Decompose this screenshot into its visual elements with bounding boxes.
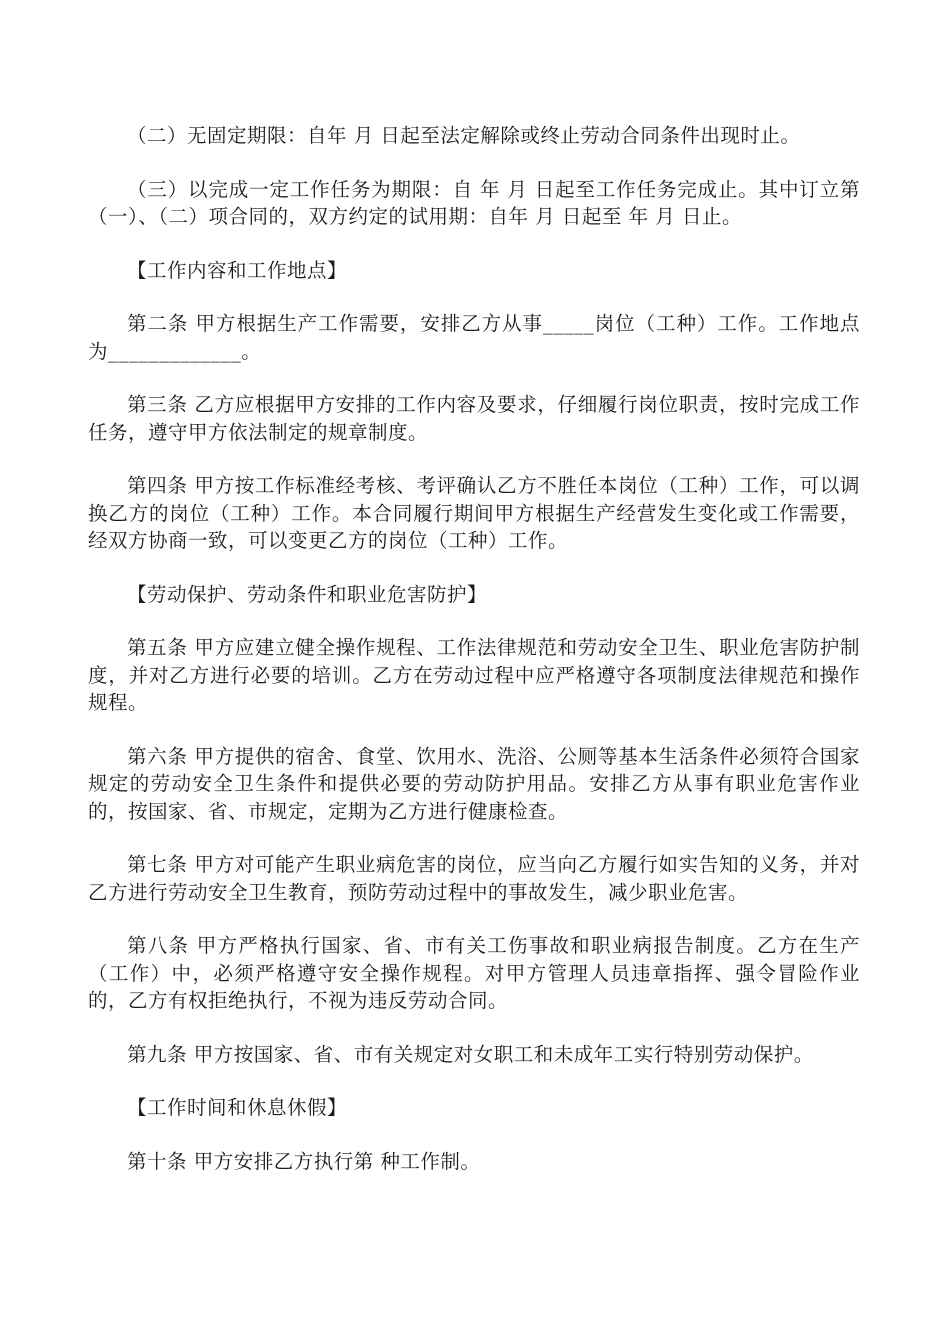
section-heading-working-hours: 【工作时间和休息休假】	[127, 1096, 348, 1119]
paragraph-article-10: 第十条 甲方安排乙方执行第 种工作制。	[127, 1149, 481, 1173]
paragraph-article-2: 第二条 甲方根据生产工作需要，安排乙方从事_____岗位（工种）工作。工作地点为_____________。	[88, 312, 860, 363]
paragraph-article-8: 第八条 甲方严格执行国家、省、市有关工伤事故和职业病报告制度。乙方在生产（工作）中，必须严格遵守安全操作规程。对甲方管理人员违章指挥、强令冒险作业的，乙方有权拒绝执行，不视为违反劳动合同。	[88, 934, 860, 1012]
paragraph-term-task-based: （三）以完成一定工作任务为期限：自 年 月 日起至工作任务完成止。其中订立第（一）、（二）项合同的，双方约定的试用期：自年 月 日起至 年 月 日止。	[88, 177, 860, 228]
paragraph-article-7: 第七条 甲方对可能产生职业病危害的岗位，应当向乙方履行如实告知的义务，并对乙方进行劳动安全卫生教育，预防劳动过程中的事故发生，减少职业危害。	[88, 853, 860, 904]
paragraph-term-indefinite: （二）无固定期限：自年 月 日起至法定解除或终止劳动合同条件出现时止。	[127, 124, 801, 147]
paragraph-article-3: 第三条 乙方应根据甲方安排的工作内容及要求，仔细履行岗位职责，按时完成工作任务，遵守甲方依法制定的规章制度。	[88, 393, 860, 444]
paragraph-article-4: 第四条 甲方按工作标准经考核、考评确认乙方不胜任本岗位（工种）工作，可以调换乙方的岗位（工种）工作。本合同履行期间甲方根据生产经营发生变化或工作需要，经双方协商一致，可以变更乙方的岗位（工种）工作。	[88, 474, 860, 552]
section-heading-labor-protection: 【劳动保护、劳动条件和职业危害防护】	[127, 582, 488, 606]
section-heading-work-content: 【工作内容和工作地点】	[127, 258, 348, 282]
paragraph-article-6: 第六条 甲方提供的宿舍、食堂、饮用水、洗浴、公厕等基本生活条件必须符合国家规定的劳动安全卫生条件和提供必要的劳动防护用品。安排乙方从事有职业危害作业的，按国家、省、市规定，定期为乙方进行健康检查。	[88, 744, 860, 823]
paragraph-article-9: 第九条 甲方按国家、省、市有关规定对女职工和未成年工实行特别劳动保护。	[127, 1042, 814, 1066]
document-body	[88, 122, 860, 1201]
paragraph-article-5: 第五条 甲方应建立健全操作规程、工作法律规范和劳动安全卫生、职业危害防护制度，并对乙方进行必要的培训。乙方在劳动过程中应严格遵守各项制度法律规范和操作规程。	[88, 636, 860, 714]
